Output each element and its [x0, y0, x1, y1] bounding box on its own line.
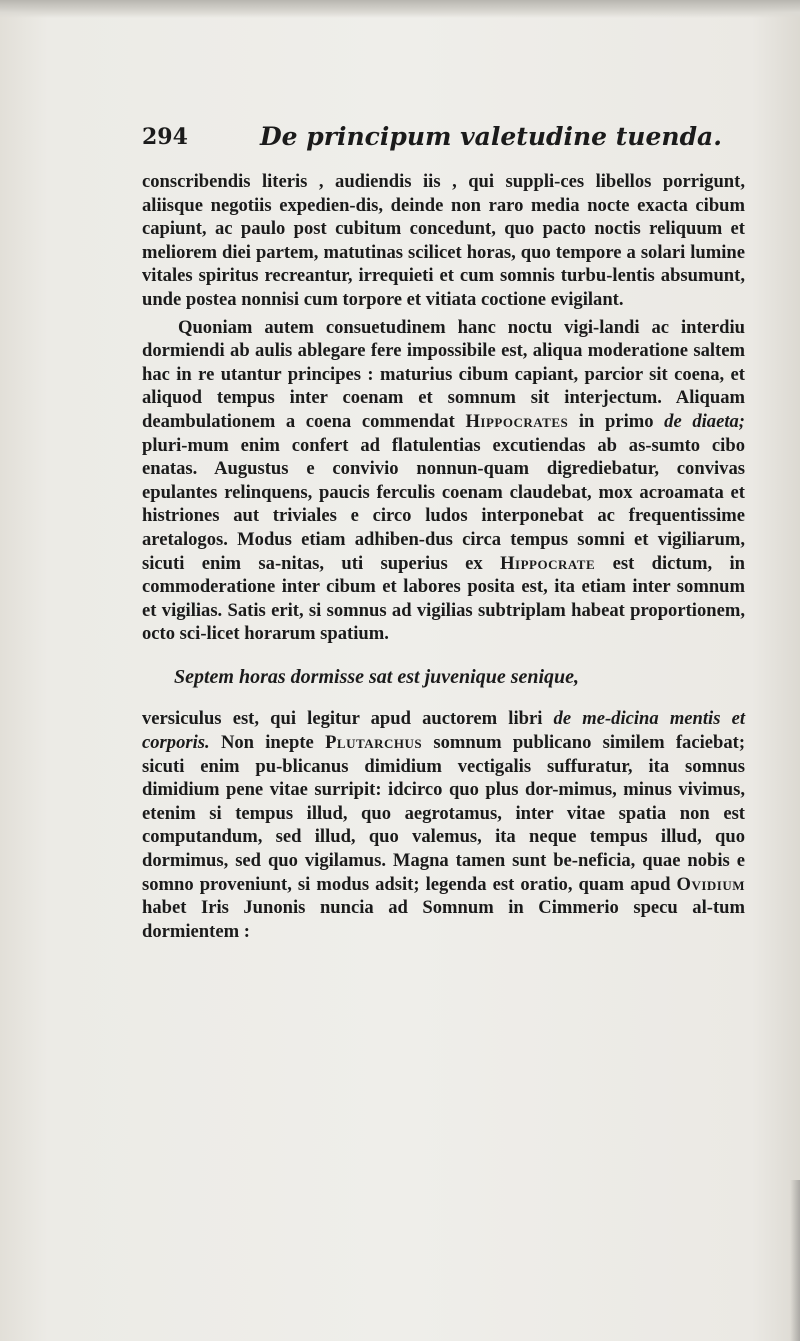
page-top-edge	[0, 0, 800, 18]
page-header	[142, 118, 722, 158]
author-name-hippocrates: Hippocrates	[465, 410, 569, 432]
paragraph-2: Quoniam autem consuetudinem hanc noctu vigi-landi ac interdiu dormiendi ab aulis ablegare fere impossibile est, aliqua moderatione saltem hac in re utantur principes : maturius cibum capiant, parcior sit coena, et aliquod tempus inter coenam et somnum sit interjectum. Aliquam deambulationem a coena commendat Hippocrates in primo de diaeta; pluri-mum enim confert ad flatulentias excutiendas ab as-sumto cibo enatas. Augustus e convivio nonnun-quam digrediebatur, convivas epulantes relinquens, paucis ferculis coenam claudebat, mox acroamata et histriones aut triviales e circo ludos interponebat ac frequentissime aretalogos. Modus etiam adhiben-dus circa tempus somni et vigiliarum, sicuti enim sa-nitas, uti superius ex Hippocrate est dictum, in commoderatione inter cibum et labores posita est, ita etiam inter somnum et vigilias. Satis erit, si somnus ad vigilias subtriplam habeat proportionem, octo sci-licet horarum spatium.	[142, 316, 746, 645]
work-title-de-diaeta: de diaeta;	[664, 410, 745, 432]
paragraph-1: conscribendis literis , audiendis iis , qui suppli-ces libellos porrigunt, aliisque negotiis expedien-dis, deinde non raro media nocte exacta cibum capiunt, ac paulo post cubitum concedunt, quo pacto noctis reliquum et meliorem diei partem, matutinas scilicet horas, quo tempore a solari lumine vitales spiritus recreantur, irrequieti et cum somnis turbu-lentis absumunt, unde postea nonnisi cum torpore et vitiata coctione evigilant.	[142, 171, 745, 310]
page-edge-shadow	[790, 1180, 800, 1341]
page-number: 294	[142, 124, 188, 150]
author-name-plutarchus: Plutarchus	[325, 732, 423, 754]
paragraph-3: versiculus est, qui legitur apud auctorem libri de me-dicina mentis et corporis. Non inepte Plutarchus somnum publicano similem faciebat; sicuti enim pu-blicanus dimidium vectigalis suffuratur, ita somnus dimidium pene vitae surripit: idcirco quo plus dor-mimus, minus vivimus, etenim si tempus illud, quo aegrotamus, inter vitae spatia non est computandum, sed illud, quo valemus, ita neque tempus illud, quo dormimus, sed quo vigilamus. Magna tamen sunt be-neficia, quae nobis e somno proveniunt, si modus adsit; legenda est oratio, quam apud Ovidium habet Iris Junonis nuncia ad Somnum in Cimmerio specu al-tum dormientem :	[142, 708, 746, 942]
author-name-ovidium: Ovidium	[676, 873, 745, 895]
running-title: De principum valetudine tuenda.	[260, 122, 722, 151]
author-name-hippocrate: Hippocrate	[500, 552, 596, 574]
work-title-de-medicina: de me-dicina mentis et corporis.	[142, 708, 746, 754]
body-text	[142, 170, 745, 943]
verse-quotation: Septem horas dormisse sat est juvenique senique,	[174, 665, 580, 688]
